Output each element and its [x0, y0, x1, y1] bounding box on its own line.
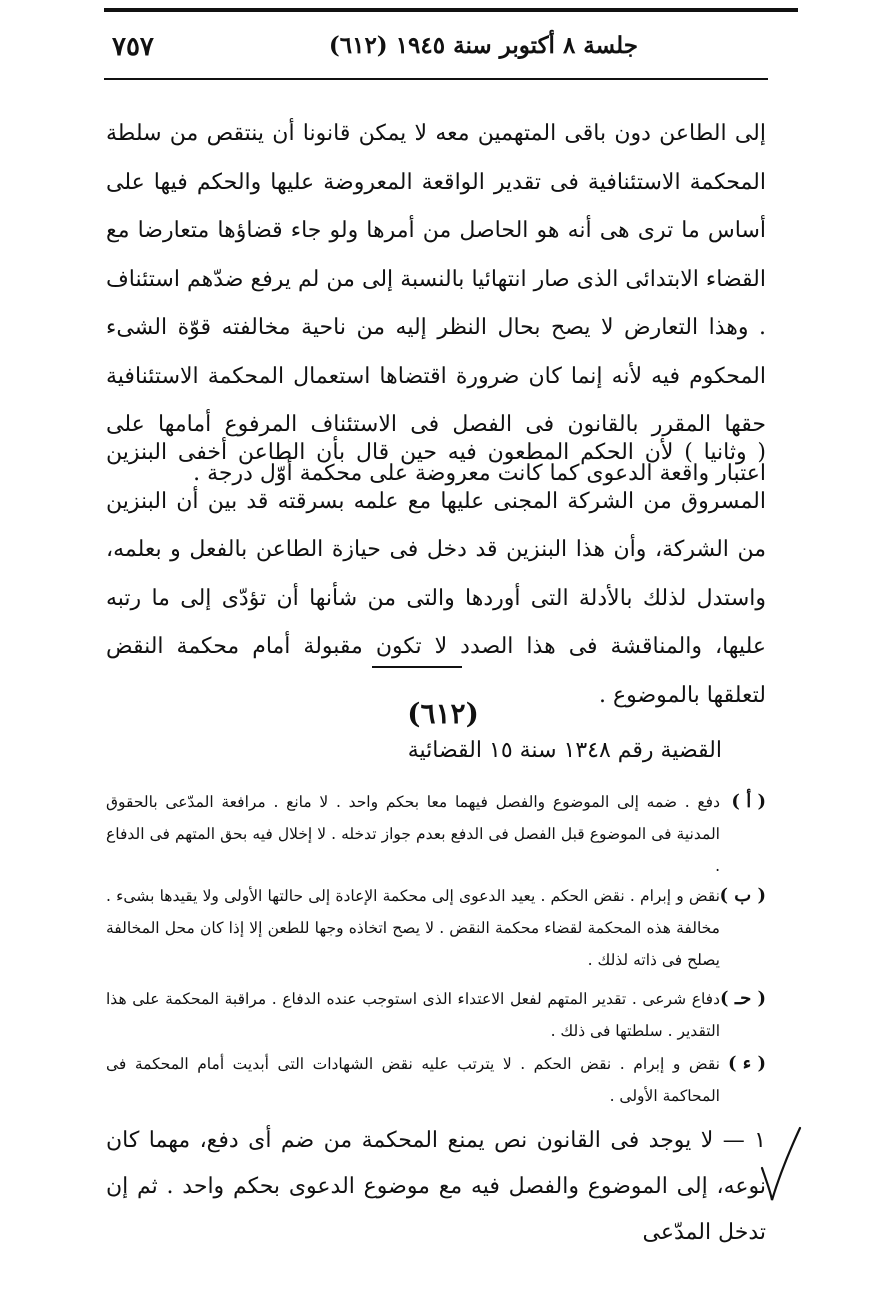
- page-number: ٧٥٧: [112, 32, 154, 62]
- section-divider: [372, 666, 462, 668]
- summary-marker: ( حـ ): [720, 988, 766, 1009]
- summary-item: [106, 786, 766, 882]
- top-rule: [104, 8, 798, 12]
- handwritten-check-mark-icon: [758, 1124, 802, 1204]
- summary-text: دفاع شرعى . تقدير المتهم لفعل الاعتداء الذى استوجب عنده الدفاع . مراقبة المحكمة على هذا التقدير . سلطتها فى ذلك .: [106, 990, 720, 1040]
- summary-text: نقض و إبرام . نقض الحكم . لا يترتب عليه نقض الشهادات التى أبديت أمام المحكمة فى المحاكمة الأولى .: [106, 1055, 720, 1105]
- summary-marker: ( أ ): [731, 791, 766, 812]
- paragraph-secondly: ( وثانيا ) لأن الحكم المطعون فيه حين قال بأن الطاعن أخفى البنزين المسروق من الشركة المجنى عليها مع علمه بسرقته قد بين أن البنزين من الشركة، وأن هذا البنزين قد دخل فى حيازة الطاعن بالفعل و بعلمه، واستدل لذلك بالأدلة التى أوردها والتى من شأنها أن تؤدّى إلى ما رتبه عليها، والمناقشة فى هذا الصدد لا تكون مقبولة أمام محكمة النقض لتعلقها بالموضوع .: [106, 440, 766, 708]
- session-title: جلسة ٨ أكتوبر سنة ١٩٤٥ (٦١٢): [328, 32, 638, 59]
- summary-item: [106, 983, 766, 1047]
- ruling-paragraph-1: ١ — لا يوجد فى القانون نص يمنع المحكمة من ضم أى دفع، مهما كان نوعه، إلى الموضوع والفصل فيه مع موضوع الدعوى بحكم واحد . ثم إن تدخل المدّعى: [106, 1128, 766, 1245]
- header-rule: [104, 78, 768, 80]
- summary-marker: ( ب ): [719, 885, 766, 906]
- case-reference: القضية رقم ١٣٤٨ سنة ١٥ القضائية: [407, 738, 722, 763]
- summary-text: نقض و إبرام . نقض الحكم . يعيد الدعوى إلى محكمة الإعادة إلى حالتها الأولى ولا يقيدها بشىء . مخالفة هذه المحكمة لقضاء محكمة النقض . لا يصح اتخاذه وجها للطعن إلا إذا كان محل المخالفة يصلح فى ذاته لذلك .: [106, 887, 720, 969]
- summary-item: [106, 1048, 766, 1112]
- page-header: [104, 30, 768, 74]
- summary-item: [106, 880, 766, 976]
- decision-number: (٦١٢): [407, 697, 479, 730]
- summary-text: دفع . ضمه إلى الموضوع والفصل فيهما معا بحكم واحد . لا مانع . مرافعة المدّعى بالحقوق المدنية فى الموضوع قبل الفصل فى الدفع بعدم جواز تدخله . لا إخلال فيه بحق المتهم فى الدفاع .: [106, 793, 720, 875]
- summary-marker: ( ء ): [727, 1053, 766, 1074]
- paragraph-continuation: إلى الطاعن دون باقى المتهمين معه لا يمكن قانونا أن ينتقص من سلطة المحكمة الاستئنافية فى تقدير الواقعة المعروضة عليها والحكم فيها على أساس ما ترى هى أنه هو الحاصل من أمرها ولو جاء قضاؤها متعارضا مع القضاء الابتدائى الذى صار انتهائيا بالنسبة إلى من لم يرفع ضدّهم استئناف . وهذا التعارض لا يصح بحال النظر إليه من ناحية مخالفته قوّة الشىء المحكوم فيه لأنه إنما كان ضرورة اقتضاها استعمال المحكمة الاستئنافية حقها المقرر بالقانون فى الفصل فى الاستئناف المرفوع أمامها على اعتبار واقعة الدعوى كما كانت معروضة على محكمة أوّل درجة .: [106, 121, 766, 486]
